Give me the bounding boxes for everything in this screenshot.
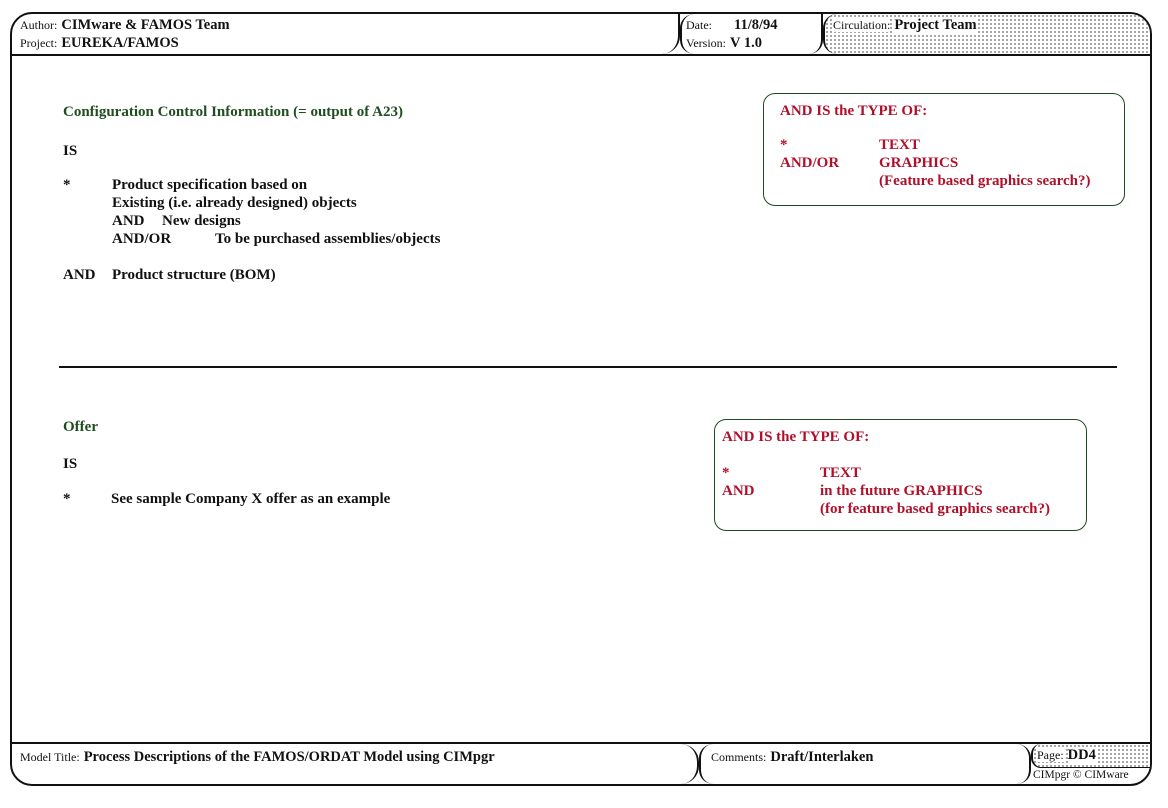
circulation-label: Circulation: <box>833 18 891 32</box>
model-title-value: Process Descriptions of the FAMOS/ORDAT Model using CIMpgr <box>83 749 495 765</box>
section1-type-row2-val: GRAPHICS <box>879 155 959 171</box>
section1-line1: Product specification based on <box>112 177 308 193</box>
section1-title: Configuration Control Information (= output of A23) <box>63 104 403 120</box>
author-project-cell <box>12 14 680 54</box>
section1-type-row1-val: TEXT <box>879 137 920 153</box>
date-version-cell <box>680 14 823 54</box>
section1-andor-label: AND/OR <box>112 231 172 247</box>
comments-label: Comments: <box>711 750 767 764</box>
section1-type-row3-val: (Feature based graphics search?) <box>879 173 1091 189</box>
section2-type-row1-val: TEXT <box>820 465 861 481</box>
copyright-text: CIMpgr © CIMware <box>1033 769 1129 781</box>
header-divider <box>10 54 1152 56</box>
section2-type-title: AND IS the TYPE OF: <box>722 429 870 445</box>
section2-type-row1-key: * <box>722 465 730 481</box>
date-label: Date: <box>686 18 712 32</box>
section2-is: IS <box>63 456 78 472</box>
section2-type-row3-val: (for feature based graphics search?) <box>820 501 1050 517</box>
circulation-value: Project Team <box>894 17 977 33</box>
circulation-cell <box>823 14 1150 54</box>
author-value: CIMware & FAMOS Team <box>61 17 230 33</box>
section1-and2-label: AND <box>63 267 96 283</box>
section2-line1: See sample Company X offer as an example <box>111 491 391 507</box>
date-value: 11/8/94 <box>734 17 778 33</box>
section2-type-row2-val: in the future GRAPHICS <box>820 483 983 499</box>
section1-bullet: * <box>63 177 71 193</box>
model-title-cell <box>12 744 699 784</box>
section1-is: IS <box>63 143 78 159</box>
section1-and2-text: Product structure (BOM) <box>112 267 276 283</box>
project-label: Project: <box>20 36 58 50</box>
section1-type-title: AND IS the TYPE OF: <box>780 103 928 119</box>
section1-andor-text: To be purchased assemblies/objects <box>215 231 441 247</box>
model-title-label: Model Title: <box>20 750 80 764</box>
page-cell <box>1031 744 1150 768</box>
section1-type-row2-key: AND/OR <box>780 155 840 171</box>
comments-cell <box>699 744 1031 784</box>
section1-type-box <box>763 93 1125 206</box>
section-separator <box>59 366 1117 368</box>
project-value: EUREKA/FAMOS <box>61 35 179 51</box>
section2-title: Offer <box>63 419 98 435</box>
version-value: V 1.0 <box>730 35 762 51</box>
section1-and-label: AND <box>112 213 145 229</box>
version-label: Version: <box>686 36 726 50</box>
page-value: DD4 <box>1067 747 1096 763</box>
section1-line2: Existing (i.e. already designed) objects <box>112 195 357 211</box>
comments-value: Draft/Interlaken <box>770 749 874 765</box>
section2-type-row2-key: AND <box>722 483 755 499</box>
author-label: Author: <box>20 18 58 32</box>
section1-type-row1-key: * <box>780 137 788 153</box>
section1-and-text: New designs <box>162 213 241 229</box>
section2-type-box <box>714 419 1087 531</box>
section2-bullet: * <box>63 491 71 507</box>
page-label: Page: <box>1037 748 1064 762</box>
